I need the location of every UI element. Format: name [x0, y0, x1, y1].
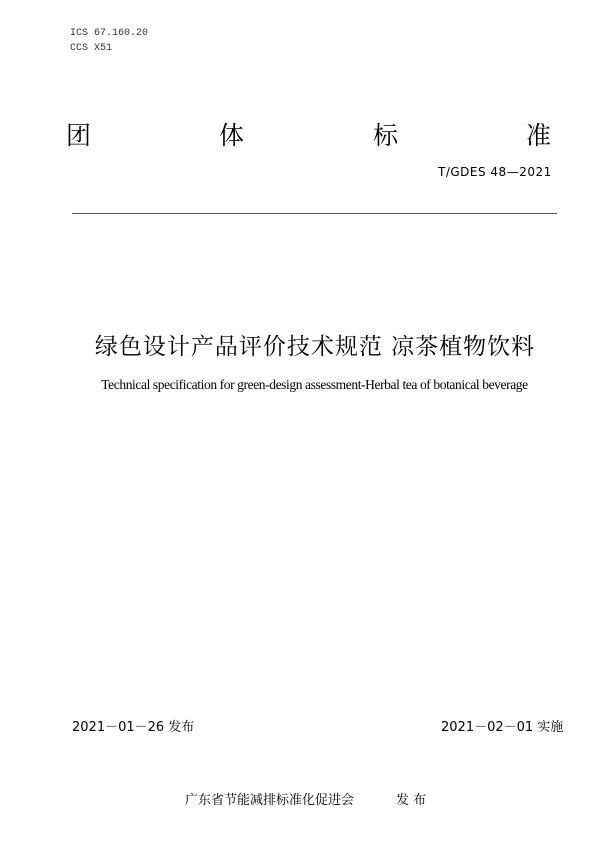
publisher: 广东省节能减排标准化促进会	[185, 793, 355, 808]
standard-type-char: 体	[219, 121, 245, 150]
standard-number: T/GDES 48—2021	[438, 165, 552, 179]
issue-date: 2021－01－26 发布	[72, 720, 195, 735]
publish-label: 发 布	[396, 793, 427, 808]
implement-date: 2021－02－01 实施	[441, 720, 564, 735]
standard-type-char: 标	[373, 121, 399, 150]
standard-type-char: 准	[526, 121, 552, 150]
divider	[72, 213, 557, 214]
ics-code: ICS 67.160.20	[70, 28, 149, 39]
standard-type-char: 团	[66, 121, 92, 150]
ccs-code: CCS X51	[70, 43, 113, 54]
title-chinese: 绿色设计产品评价技术规范 凉茶植物饮料	[94, 334, 536, 360]
title-english: Technical specification for green-design assessment-Herbal tea of botanical beverage	[101, 377, 528, 392]
